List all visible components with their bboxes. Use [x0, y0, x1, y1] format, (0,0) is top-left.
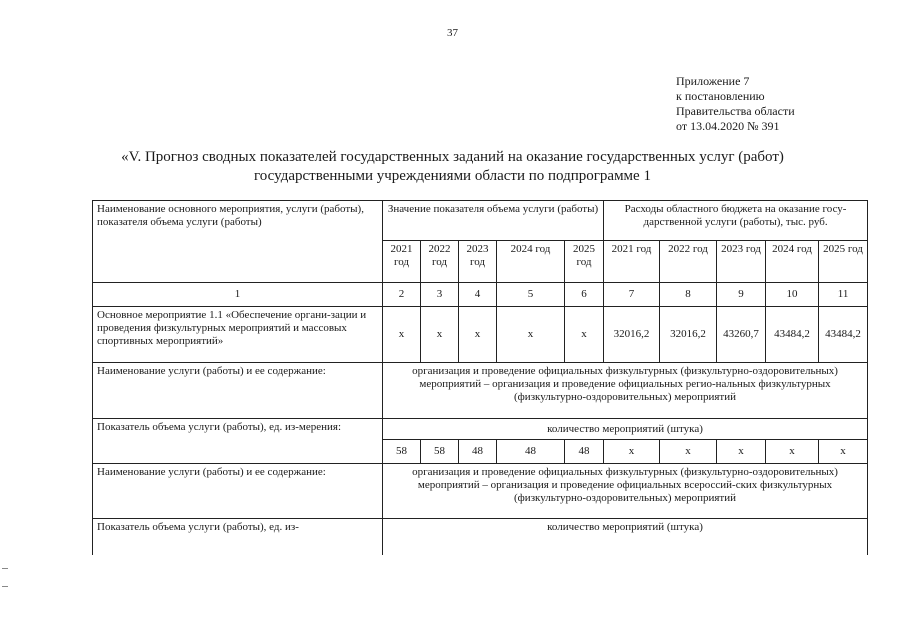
column-number-cell: 7	[604, 283, 660, 307]
title-line: государственными учреждениями области по подпрограмме 1	[254, 168, 651, 184]
indicator-value-cell: 58	[421, 440, 459, 464]
header-year-cell: 2022 год	[421, 241, 459, 283]
event-value-cell: х	[497, 307, 565, 363]
column-number-cell: 6	[565, 283, 604, 307]
title-line: «V. Прогноз сводных показателей государственных заданий на оказание государственных услуг (работ)	[121, 149, 784, 165]
event-value-cell: 43484,2	[819, 307, 868, 363]
event-value-cell: 32016,2	[660, 307, 717, 363]
event-value-cell: х	[565, 307, 604, 363]
column-number-cell: 3	[421, 283, 459, 307]
page-number: 37	[447, 27, 458, 39]
indicator-value-cell: 48	[497, 440, 565, 464]
header-year-cell: 2022 год	[660, 241, 717, 283]
document-title	[70, 148, 835, 186]
appendix-line: Правительства области	[676, 104, 795, 118]
indicator-value-cell: х	[604, 440, 660, 464]
header-year-cell: 2021 год	[604, 241, 660, 283]
indicator-unit-cell: количество мероприятий (штука)	[383, 419, 868, 440]
indicator-value-cell: х	[660, 440, 717, 464]
service-label-cell: Наименование услуги (работы) и ее содержание:	[93, 464, 383, 519]
event-value-cell: 43484,2	[766, 307, 819, 363]
scan-edge-mark	[2, 568, 8, 569]
forecast-table	[92, 200, 868, 555]
service-label-cell: Наименование услуги (работы) и ее содержание:	[93, 363, 383, 419]
header-year-cell: 2023 год	[717, 241, 766, 283]
header-name-cell: Наименование основного мероприятия, услуги (работы), показателя объема услуги (работы)	[93, 201, 383, 283]
service-description-cell: организация и проведение официальных физкультурных (физкультурно-оздоровительных) мероприятий – организация и проведение официальных всероссий-ских физкультурных (физкультурно-оздоровительных) мероприятий	[383, 464, 868, 519]
event-value-cell: х	[383, 307, 421, 363]
indicator-value-cell: 58	[383, 440, 421, 464]
header-year-cell: 2024 год	[497, 241, 565, 283]
service-description-cell: организация и проведение официальных физкультурных (физкультурно-оздоровительных) мероприятий – организация и проведение официальных регио-нальных физкультурных (физкультурно-оздоровительных) мероприятий	[383, 363, 868, 419]
indicator-label-cell: Показатель объема услуги (работы), ед. из-мерения:	[93, 419, 383, 464]
indicator-value-cell: 48	[565, 440, 604, 464]
appendix-line: Приложение 7	[676, 74, 750, 88]
header-expense-group: Расходы областного бюджета на оказание госу-дарственной услуги (работы), тыс. руб.	[604, 201, 868, 241]
event-name-cell: Основное мероприятие 1.1 «Обеспечение органи-зации и проведения физкультурных мероприятий и массовых спортивных мероприятий»	[93, 307, 383, 363]
indicator-value-cell: х	[819, 440, 868, 464]
event-value-cell: 43260,7	[717, 307, 766, 363]
event-value-cell: х	[459, 307, 497, 363]
column-number-cell: 10	[766, 283, 819, 307]
indicator-value-cell: х	[766, 440, 819, 464]
appendix-line: к постановлению	[676, 89, 765, 103]
indicator-value-cell: 48	[459, 440, 497, 464]
appendix-line: от 13.04.2020 № 391	[676, 119, 780, 133]
event-value-cell: 32016,2	[604, 307, 660, 363]
indicator-label-cell: Показатель объема услуги (работы), ед. из-	[93, 519, 383, 555]
column-number-cell: 4	[459, 283, 497, 307]
column-number-cell: 11	[819, 283, 868, 307]
header-year-cell: 2021 год	[383, 241, 421, 283]
event-value-cell: х	[421, 307, 459, 363]
column-number-cell: 9	[717, 283, 766, 307]
indicator-value-cell: х	[717, 440, 766, 464]
appendix-block	[676, 74, 795, 134]
column-number-cell: 5	[497, 283, 565, 307]
header-year-cell: 2024 год	[766, 241, 819, 283]
scan-edge-mark	[2, 586, 8, 587]
indicator-unit-cell: количество мероприятий (штука)	[383, 519, 868, 555]
column-number-cell: 8	[660, 283, 717, 307]
header-year-cell: 2025 год	[819, 241, 868, 283]
column-number-cell: 2	[383, 283, 421, 307]
header-year-cell: 2023 год	[459, 241, 497, 283]
column-number-cell: 1	[93, 283, 383, 307]
header-volume-group: Значение показателя объема услуги (работы)	[383, 201, 604, 241]
header-year-cell: 2025 год	[565, 241, 604, 283]
